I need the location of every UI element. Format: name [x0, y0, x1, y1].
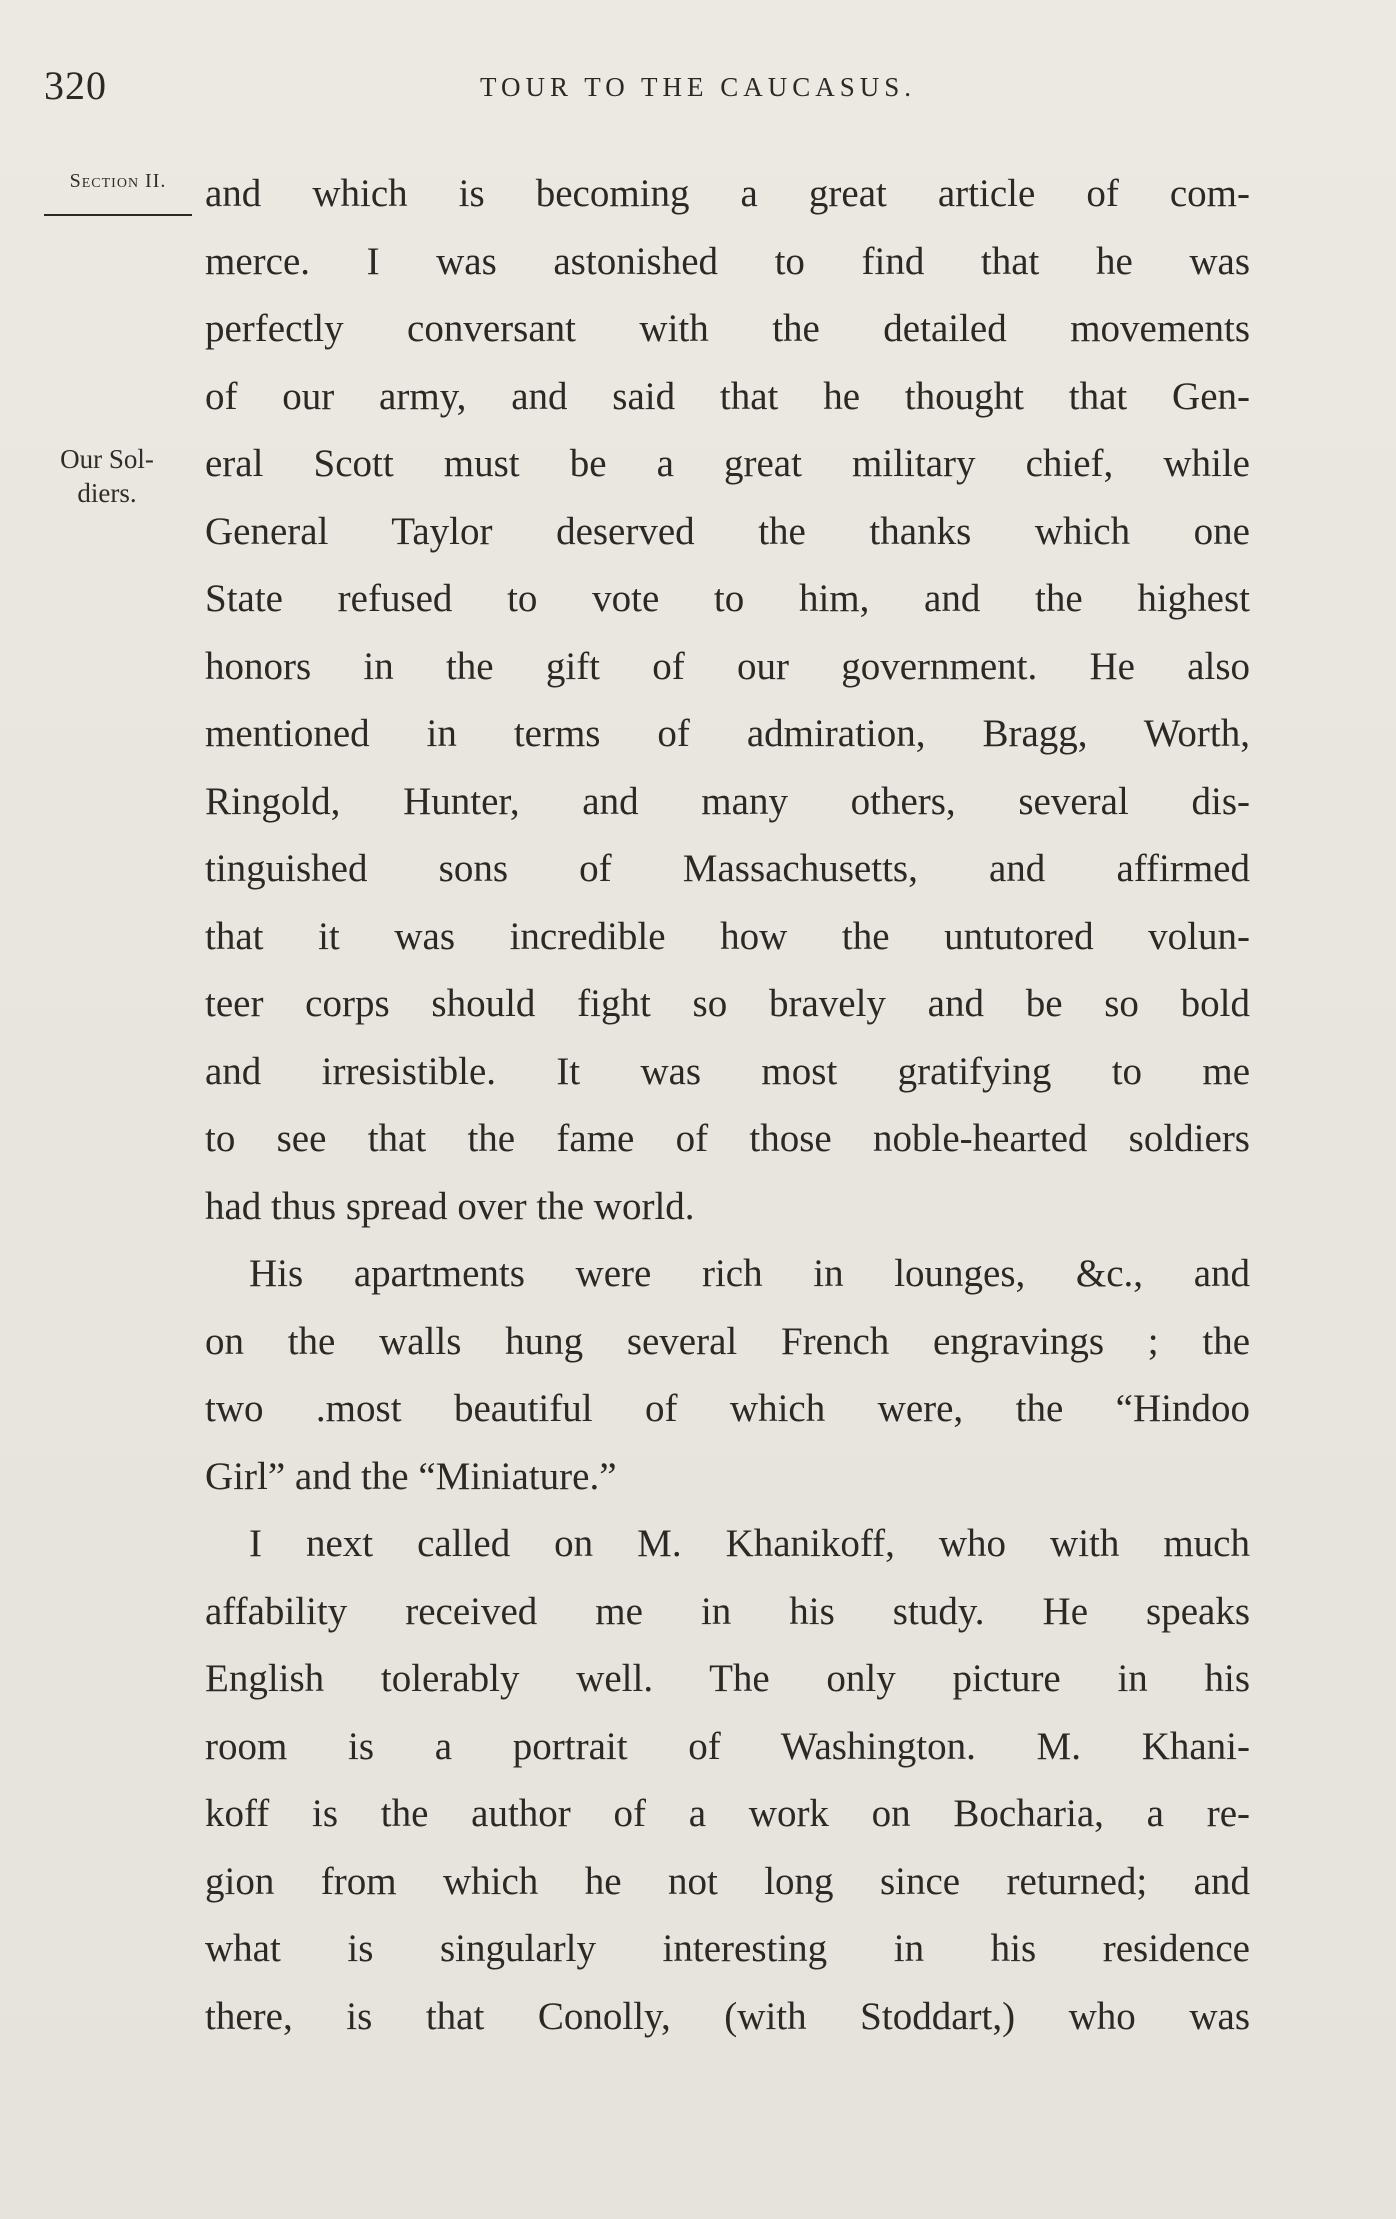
text-line: gion from which he not long since returned; and — [205, 1859, 1250, 1903]
text-line: of our army, and said that he thought that Gen- — [205, 374, 1250, 418]
text-line: General Taylor deserved the thanks which one — [205, 509, 1250, 553]
text-line: there, is that Conolly, (with Stoddart,) who was — [205, 1994, 1250, 2038]
running-title: TOUR TO THE CAUCASUS. — [479, 72, 917, 102]
text-line: that it was incredible how the untutored volun- — [205, 914, 1250, 958]
text-line: honors in the gift of our government. He also — [205, 644, 1250, 688]
text-line: two .most beautiful of which were, the “Hindoo — [205, 1387, 1250, 1430]
text-line: Girl” and the “Miniature.” — [205, 1454, 617, 1498]
text-line: to see that the fame of those noble-hearted soldiers — [205, 1117, 1250, 1160]
text-line: teer corps should fight so bravely and be so bold — [205, 982, 1250, 1025]
section-rule — [44, 214, 192, 216]
text-line: tinguished sons of Massachusetts, and affirmed — [205, 847, 1250, 890]
soldiers-note-line-1: Our Sol- — [60, 444, 154, 474]
text-line: Ringold, Hunter, and many others, several dis- — [205, 779, 1250, 823]
body-text — [205, 160, 1250, 2050]
page-number: 320 — [44, 63, 107, 108]
text-line: and which is becoming a great article of com- — [205, 172, 1250, 215]
section-margin-note: Section II. — [69, 170, 167, 192]
text-line: merce. I was astonished to find that he was — [205, 239, 1250, 283]
text-line: affability received me in his study. He speaks — [205, 1589, 1250, 1633]
soldiers-margin-note — [42, 442, 172, 510]
text-line: mentioned in terms of admiration, Bragg, Worth, — [205, 712, 1250, 755]
text-line: room is a portrait of Washington. M. Khani- — [205, 1724, 1250, 1768]
text-line: perfectly conversant with the detailed movements — [205, 307, 1250, 350]
text-line: and irresistible. It was most gratifying to me — [205, 1049, 1250, 1093]
text-line: on the walls hung several French engravings ; the — [205, 1319, 1250, 1363]
text-line: koff is the author of a work on Bocharia, a re- — [205, 1792, 1250, 1835]
soldiers-note-line-2: diers. — [77, 478, 137, 508]
text-line: English tolerably well. The only picture in his — [205, 1657, 1250, 1700]
text-line: His apartments were rich in lounges, &c., and — [249, 1252, 1250, 1295]
text-line: I next called on M. Khanikoff, who with much — [249, 1522, 1250, 1565]
text-line: State refused to vote to him, and the highest — [205, 577, 1250, 620]
text-line: what is singularly interesting in his residence — [205, 1927, 1250, 1970]
text-line: eral Scott must be a great military chief, while — [205, 442, 1250, 485]
text-line: had thus spread over the world. — [205, 1184, 695, 1228]
